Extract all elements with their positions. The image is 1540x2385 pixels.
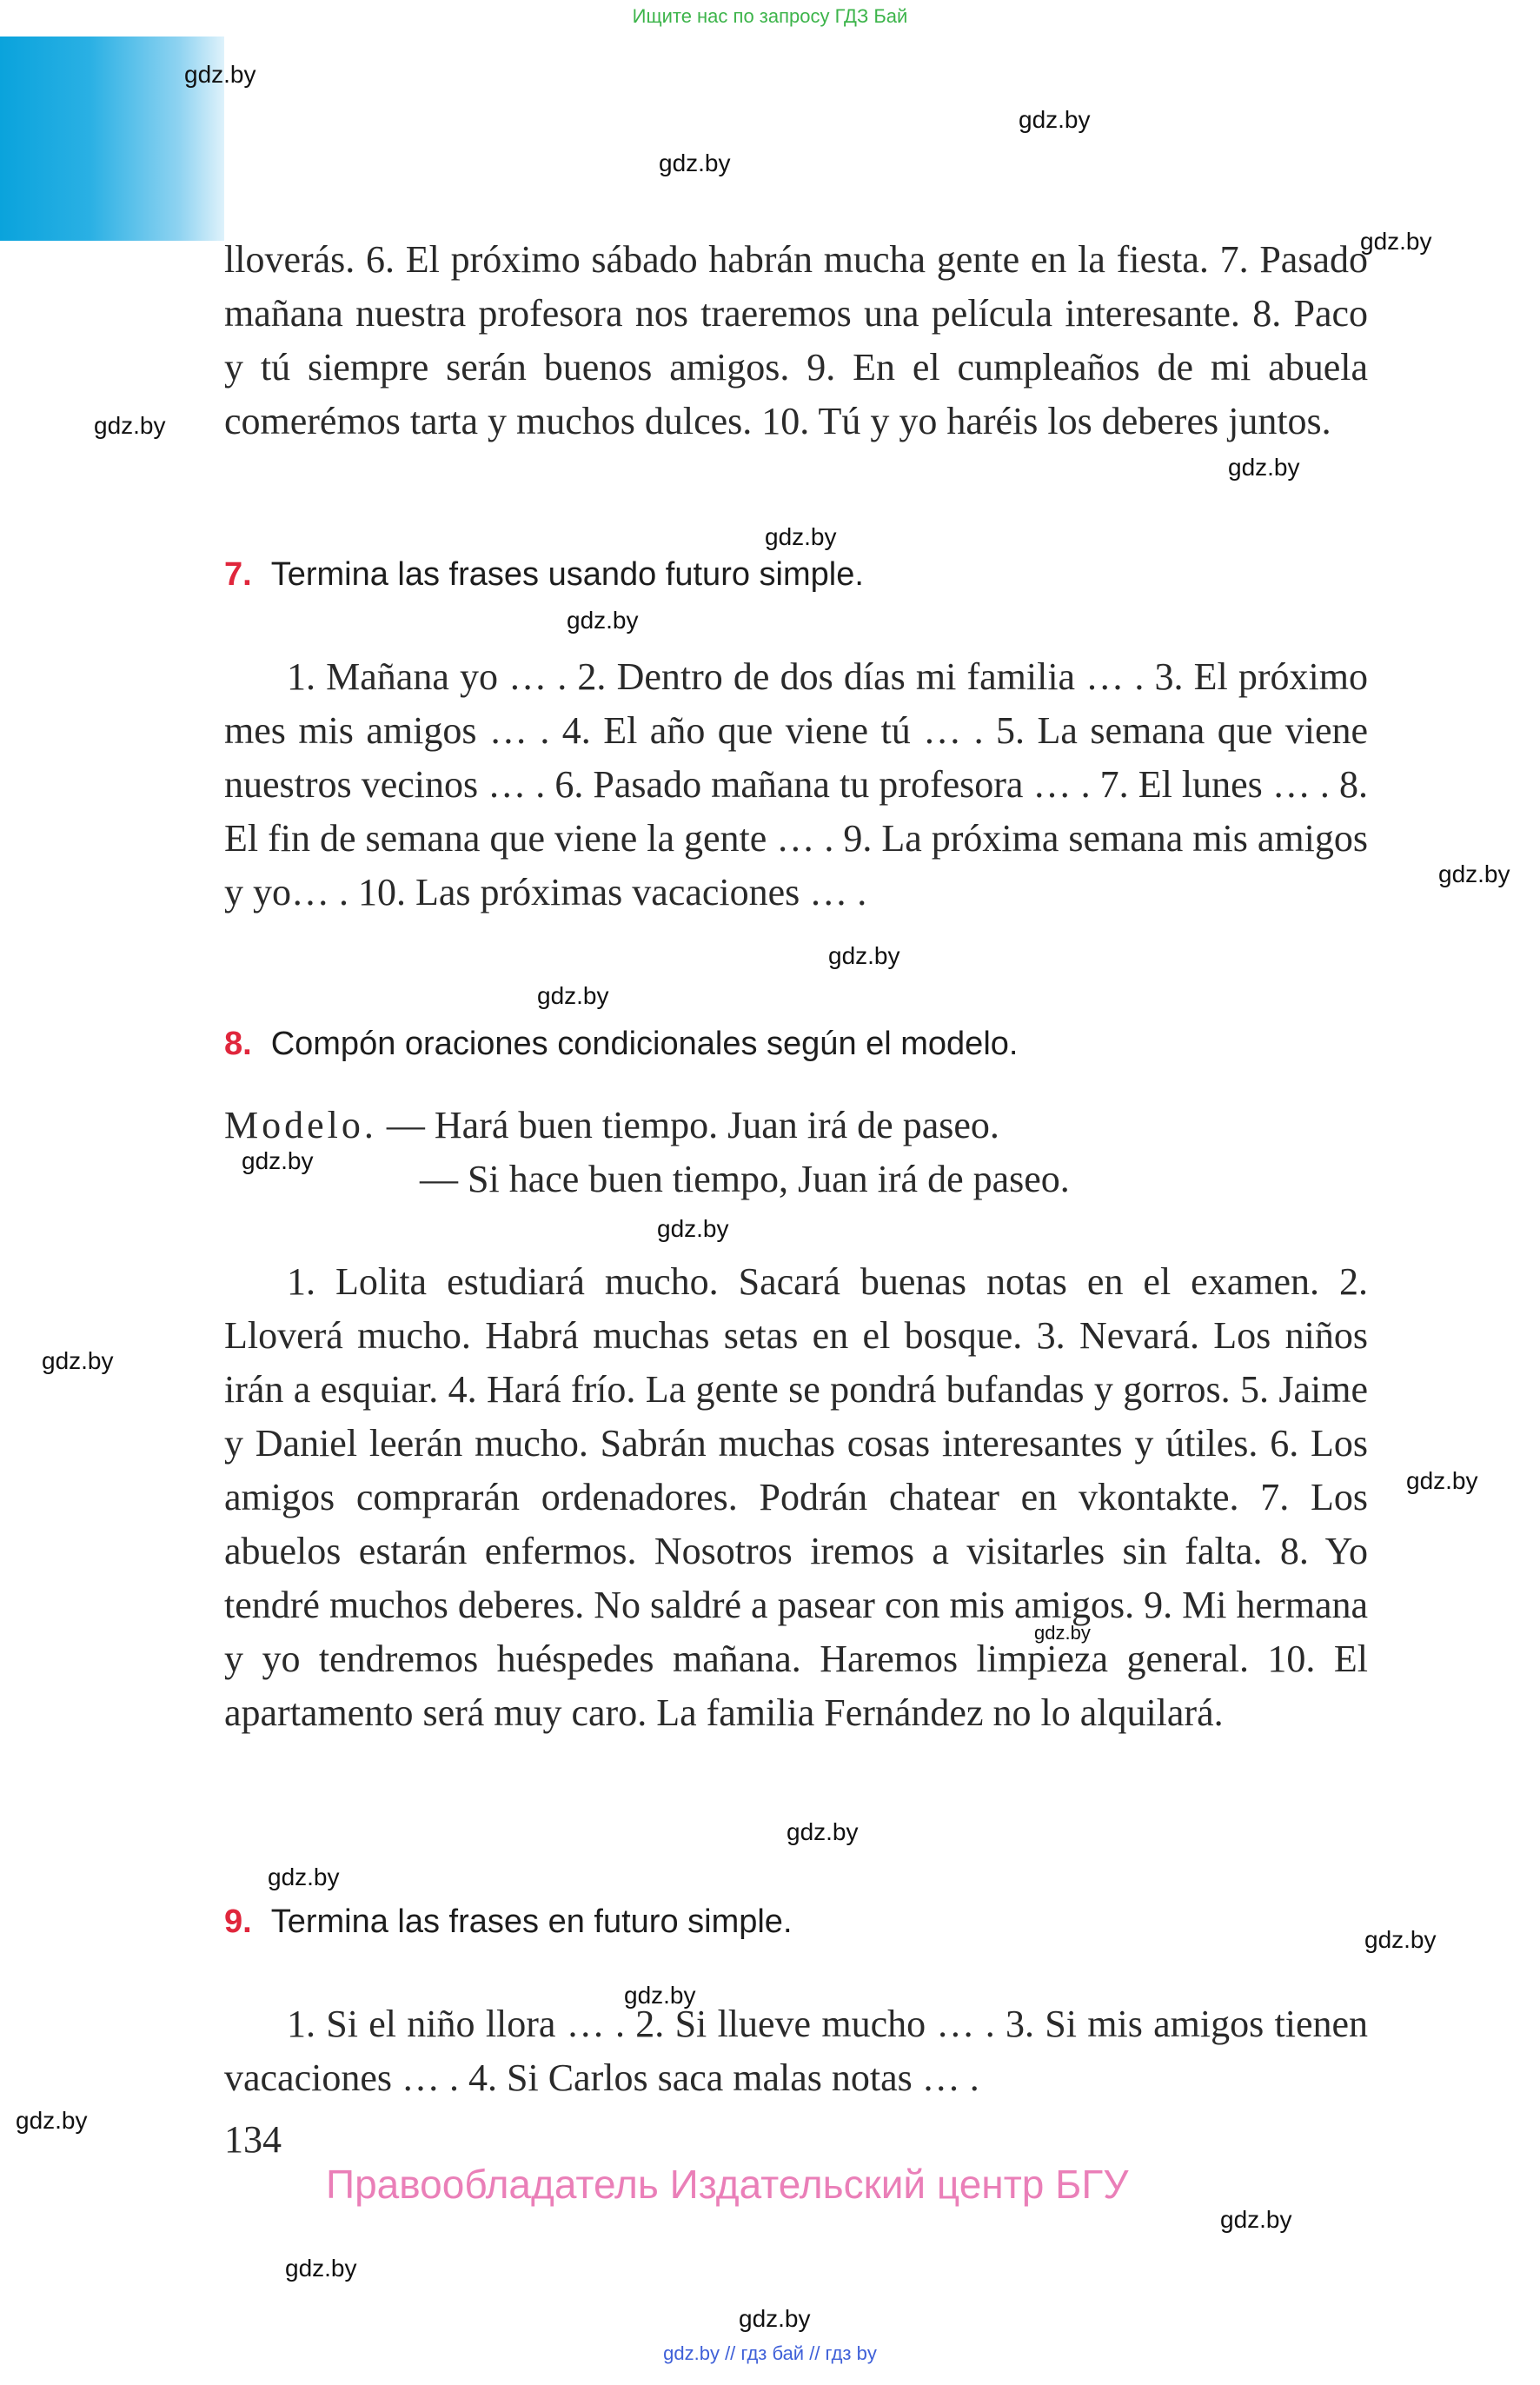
exercise-9-text [224,1997,1368,2105]
exercise-7-instruction: Termina las frases usando futuro simple. [270,556,864,593]
watermark: gdz.by [1034,1622,1091,1644]
exercise-7-title [224,556,864,594]
watermark: gdz.by [285,2255,357,2282]
watermark: gdz.by [765,523,837,550]
model-example-1: — Hará buen tiempo. Juan irá de paseo. [386,1104,999,1146]
exercise-9-instruction: Termina las frases en futuro simple. [270,1903,793,1940]
watermark: gdz.by [787,1818,859,1845]
watermark: gdz.by [1438,860,1510,887]
watermark: gdz.by [567,607,639,634]
model-line-1 [224,1099,999,1153]
top-banner: Ищите нас по запросу ГДЗ Бай [632,5,908,27]
exercise-8-text [224,1255,1368,1740]
exercise-7-sentences: 1. Mañana yo … . 2. Dentro de dos días mi familia … . 3. El próximo mes mis amigos … . 4. El año que viene tú … . 5. La semana que viene nuestros vecinos … . 6. Pasado mañana tu profesora … . 7. El lunes … . 8. El fin de semana que viene la gente … . 9. La próxima semana mis amigos y yo… . 10. Las próximas vacaciones … . [224,655,1368,913]
watermark: gdz.by [828,942,900,969]
model-label: Modelo. [224,1104,377,1146]
watermark: gdz.by [537,982,609,1009]
watermark: gdz.by [184,61,256,88]
watermark: gdz.by [94,412,166,439]
footer-links: gdz.by // гдз бай // гдз by [663,2342,877,2364]
watermark: gdz.by [1364,1926,1437,1953]
rights-holder: Правообладатель Издательский центр БГУ [326,2162,1129,2207]
model-line-2: — Si hace buen tiempo, Juan irá de paseo. [420,1158,1070,1200]
watermark: gdz.by [42,1347,114,1374]
watermark: gdz.by [739,2305,811,2332]
watermark: gdz.by [1406,1467,1478,1494]
exercise-9-number: 9. [224,1903,252,1940]
watermark: gdz.by [242,1147,314,1174]
watermark: gdz.by [268,1863,340,1890]
exercise-9-title [224,1903,793,1941]
watermark: gdz.by [16,2107,88,2134]
exercise-7-number: 7. [224,556,252,593]
exercise-8-sentences: 1. Lolita estudiará mucho. Sacará buenas notas en el examen. 2. Lloverá mucho. Habrá muchas setas en el bosque. 3. Nevará. Los niños irán a esquiar. 4. Hará frío. La gente se pondrá bufandas y gorros. 5. Jaime y Daniel leerán mucho. Sabrán muchas cosas interesantes y útiles. 6. Los amigos comprarán ordenadores. Podrán chatear en vkontakte. 7. Los abuelos estarán enfermos. Nosotros iremos a visitarles sin falta. 8. Yo tendré muchos deberes. No saldré a pasear con mis amigos. 9. Mi hermana y yo tendremos huéspedes mañana. Haremos limpieza general. 10. El apartamento será muy caro. La familia Fernández no lo alquilará. [224,1260,1368,1734]
exercise-9-sentences: 1. Si el niño llora … . 2. Si llueve mucho … . 3. Si mis amigos tienen vacaciones … . 4. Si Carlos saca malas notas … . [224,2003,1368,2099]
watermark: gdz.by [1360,228,1432,255]
watermark: gdz.by [624,1982,696,2009]
watermark: gdz.by [1019,106,1091,133]
watermark: gdz.by [659,149,731,176]
exercise-7-text [224,650,1368,920]
exercise-6-continuation: lloverás. 6. El próximo sábado habrán mucha gente en la fiesta. 7. Pasado mañana nuestra profesora nos traeremos una película interesante. 8. Paco y tú siempre serán buenos amigos. 9. En el cumpleaños de mi abuela comerémos tarta y muchos dulces. 10. Tú y yo haréis los deberes juntos. [224,238,1368,442]
exercise-8-number: 8. [224,1026,252,1062]
watermark: gdz.by [657,1215,729,1242]
page-number: 134 [224,2118,282,2161]
exercise-8-instruction: Compón oraciones condicionales según el modelo. [270,1026,1019,1062]
watermark: gdz.by [1228,454,1300,481]
exercise-8-title [224,1026,1018,1063]
watermark: gdz.by [1220,2206,1292,2233]
